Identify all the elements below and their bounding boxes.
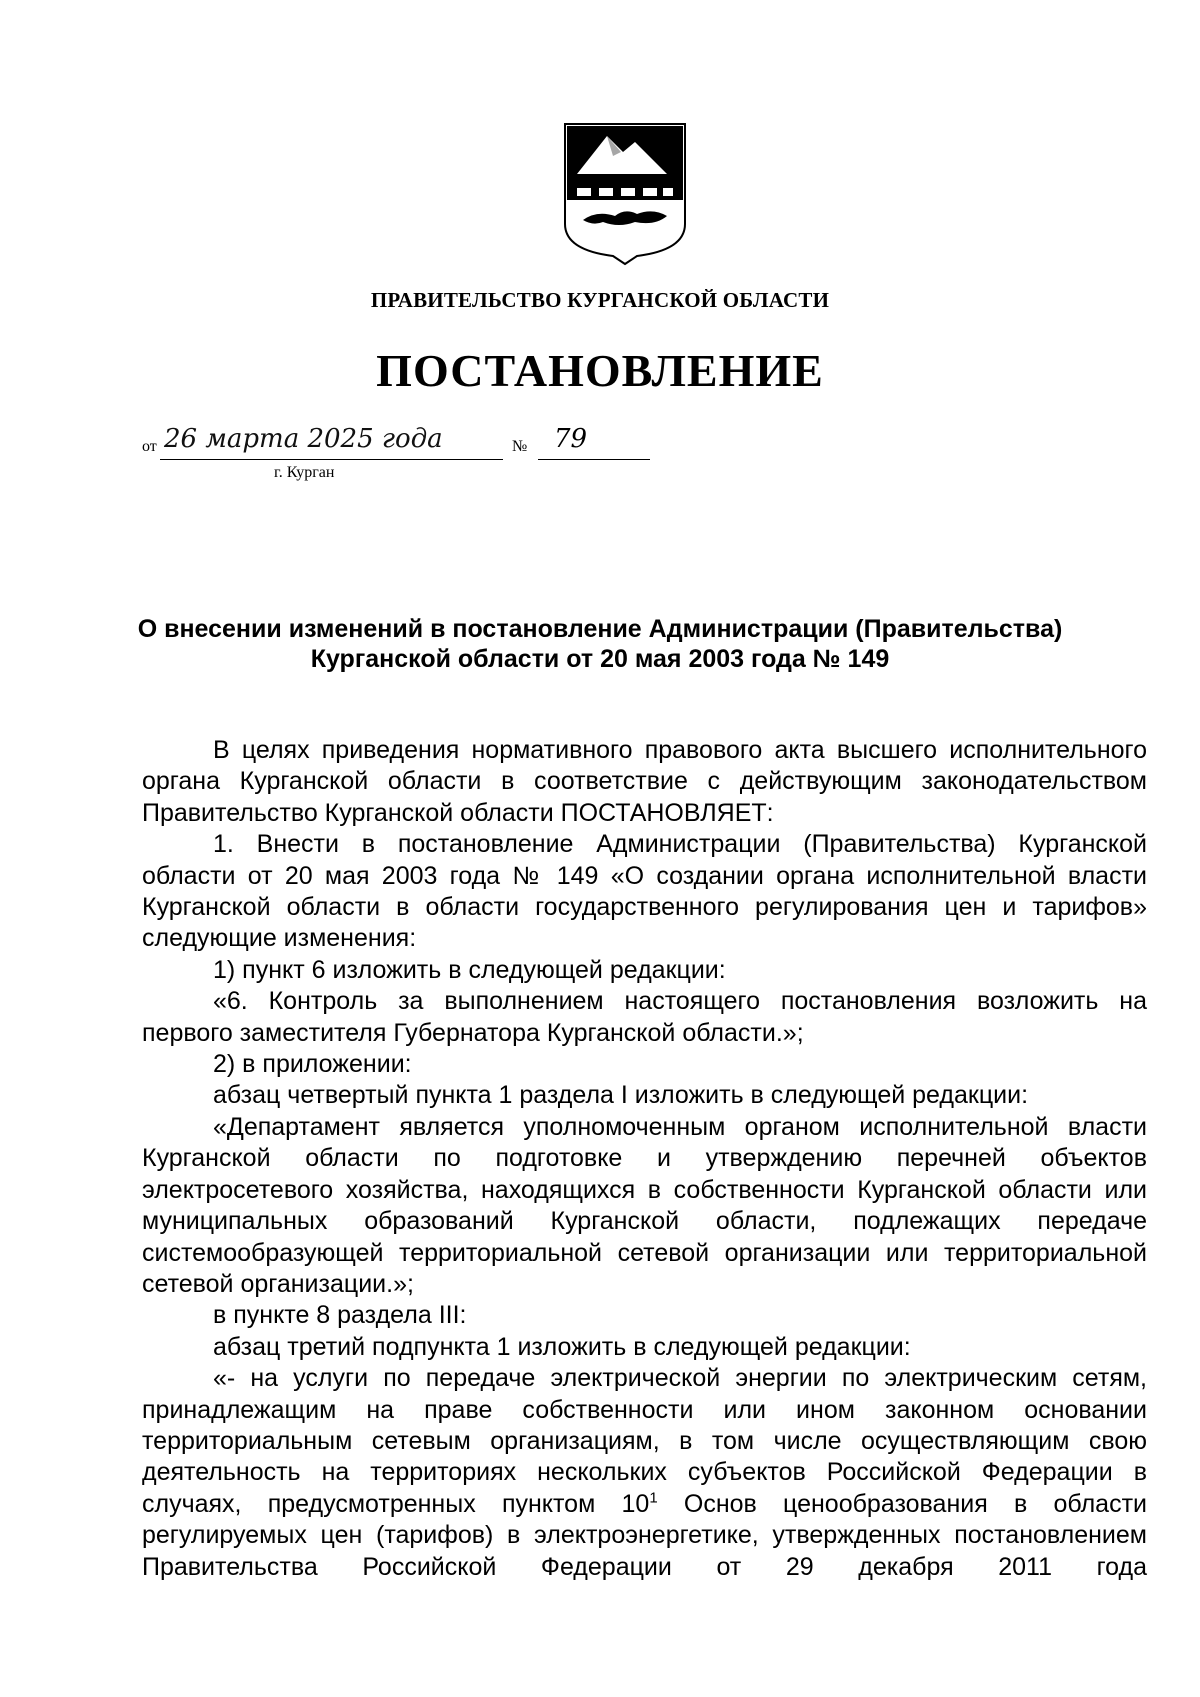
date-underline [160, 459, 503, 460]
city-label: г. Курган [274, 464, 335, 481]
paragraph-item-1: 1. Внести в постановление Администрации (Правительства) Курганской области от 20 мая 2003 года № 149 «О создании органа исполнительной власти Курганской области в области государственного регулирования цен и тарифов» следующие изменения: [142, 830, 1147, 953]
paragraph-subpoint-1: абзац третий подпункта 1 изложить в следующей редакции: [213, 1332, 911, 1361]
handwritten-date: 26 марта 2025 года [164, 424, 443, 454]
superscript-marker: 1 [649, 1489, 658, 1507]
title-line-1: О внесении изменений в постановление Администрации (Правительства) [137, 615, 1063, 643]
number-prefix: № [512, 438, 528, 455]
paragraph-quote-6: «6. Контроль за выполнением настоящего постановления возложить на первого заместителя Губернатора Курганской области.»; [142, 987, 1147, 1047]
paragraph-subitem-1: 1) пункт 6 изложить в следующей редакции: [213, 955, 726, 984]
title-line-2: Курганской области от 20 мая 2003 года № 149 [310, 645, 890, 673]
number-underline [538, 459, 650, 460]
document-body [142, 735, 1147, 1583]
handwritten-number: 79 [554, 424, 588, 454]
paragraph-quote-services [142, 1363, 1147, 1583]
date-prefix: от [142, 438, 157, 455]
document-type-heading: ПОСТАНОВЛЕНИЕ [376, 345, 824, 396]
document-title [100, 614, 1100, 674]
paragraph-subitem-2: 2) в приложении: [213, 1050, 412, 1079]
paragraph-quote-services-part-a: «- на услуги по передаче электрической энергии по электрическим сетям, принадлежащим на праве собственности или ином законном основании территориальным сетевым организациям, в том числе осуществляющим свою деятельность на территориях нескольких субъектов Российской Федерации в случаях, предусмотренных пунктом 10 [142, 1364, 1147, 1518]
paragraph-section-3: в пункте 8 раздела III: [213, 1301, 467, 1330]
date-number-line [142, 424, 662, 484]
paragraph-quote-services-part-b: Основ ценообразования в области регулируемых цен (тарифов) в электроэнергетике, утвержденных постановлением Правительства Российской Федерации от 29 декабря 2011 года [142, 1489, 1147, 1581]
paragraph-preamble: В целях приведения нормативного правового акта высшего исполнительного органа Курганской области в соответствие с действующим законодательством Правительство Курганской области ПОСТАНОВЛЯЕТ: [142, 736, 1147, 827]
coat-of-arms-icon [563, 122, 687, 266]
organization-name: ПРАВИТЕЛЬСТВО КУРГАНСКОЙ ОБЛАСТИ [370, 288, 830, 312]
paragraph-quote-department: «Департамент является уполномоченным органом исполнительной власти Курганской области по подготовке и утверждению перечней объектов электросетевого хозяйства, находящихся в собственности Курганской области или муниципальных образований Курганской области, подлежащих передаче системообразующей территориальной сетевой организации или территориальной сетевой организации.»; [142, 1112, 1147, 1298]
paragraph-section-1: абзац четвертый пункта 1 раздела I изложить в следующей редакции: [213, 1081, 1029, 1110]
